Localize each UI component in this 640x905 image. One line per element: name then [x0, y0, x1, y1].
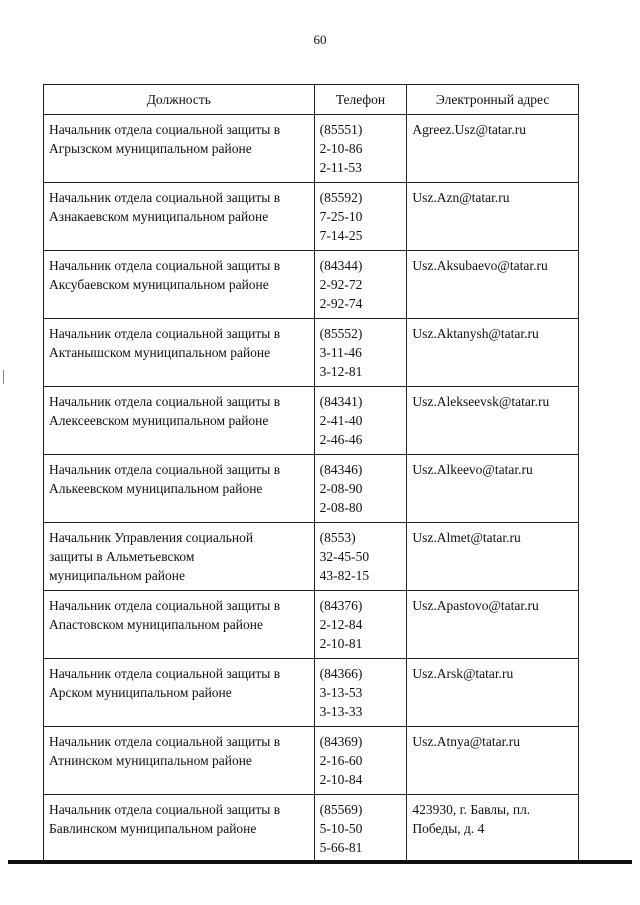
phone-line: (85592)	[319, 190, 363, 205]
email-line: Usz.Alekseevsk@tatar.ru	[412, 394, 550, 409]
position-line: Аксубаевском муниципальном районе	[49, 277, 269, 292]
cell-phone	[314, 387, 407, 455]
table-header-row	[44, 85, 579, 115]
phone-line: 7-14-25	[319, 228, 363, 243]
page-number: 60	[313, 32, 327, 47]
email-line: Usz.Alkeevo@tatar.ru	[412, 462, 533, 477]
email-line: Agreez.Usz@tatar.ru	[412, 122, 526, 137]
phone-line: (84376)	[319, 598, 363, 613]
phone-line: (85551)	[319, 122, 363, 137]
cell-position	[44, 319, 315, 387]
position-line: Алькеевском муниципальном районе	[49, 481, 263, 496]
cell-phone	[314, 251, 407, 319]
contacts-table	[43, 84, 579, 863]
phone-line: 2-10-81	[319, 636, 363, 651]
phone-line: (8553)	[319, 530, 356, 545]
phone-line: 3-12-81	[319, 364, 363, 379]
phone-line: (84369)	[319, 734, 363, 749]
email-line: Usz.Aktanysh@tatar.ru	[412, 326, 539, 341]
phone-line: 5-66-81	[319, 840, 363, 855]
position-line: Начальник отдела социальной защиты в	[49, 258, 281, 273]
cell-email	[407, 591, 579, 659]
position-line: Начальник Управления социальной	[49, 530, 254, 545]
position-line: Начальник отдела социальной защиты в	[49, 326, 281, 341]
position-line: Начальник отдела социальной защиты в	[49, 462, 281, 477]
position-line: Бавлинском муниципальном районе	[49, 821, 257, 836]
table-row	[44, 251, 579, 319]
position-line: Начальник отдела социальной защиты в	[49, 598, 281, 613]
phone-line: 2-10-86	[319, 141, 363, 156]
position-line: Начальник отдела социальной защиты в	[49, 666, 281, 681]
table-row	[44, 455, 579, 523]
table-row	[44, 727, 579, 795]
position-line: Актанышском муниципальном районе	[49, 345, 271, 360]
phone-line: 2-41-40	[319, 413, 363, 428]
table-row	[44, 387, 579, 455]
cell-email	[407, 183, 579, 251]
cell-position	[44, 795, 315, 863]
position-line: Атнинском муниципальном районе	[49, 753, 252, 768]
position-line: Алексеевском муниципальном районе	[49, 413, 269, 428]
phone-line: (85569)	[319, 802, 363, 817]
email-line: Usz.Atnya@tatar.ru	[412, 734, 520, 749]
phone-line: 2-08-80	[319, 500, 363, 515]
position-line: муниципальном районе	[49, 568, 185, 583]
cell-phone	[314, 795, 407, 863]
position-line: Начальник отдела социальной защиты в	[49, 394, 281, 409]
table-row	[44, 591, 579, 659]
table-row	[44, 523, 579, 591]
position-line: Арском муниципальном районе	[49, 685, 232, 700]
cell-email	[407, 387, 579, 455]
cell-position	[44, 183, 315, 251]
table-row	[44, 115, 579, 183]
phone-line: 2-16-60	[319, 753, 363, 768]
cell-email	[407, 659, 579, 727]
phone-line: (85552)	[319, 326, 363, 341]
cell-position	[44, 523, 315, 591]
phone-line: 3-13-33	[319, 704, 363, 719]
phone-line: (84366)	[319, 666, 363, 681]
cell-email	[407, 523, 579, 591]
phone-line: 3-11-46	[319, 345, 362, 360]
scan-bottom-bar	[8, 860, 632, 864]
cell-position	[44, 455, 315, 523]
cell-email	[407, 455, 579, 523]
table-row	[44, 319, 579, 387]
email-line: Usz.Azn@tatar.ru	[412, 190, 510, 205]
email-line: Usz.Arsk@tatar.ru	[412, 666, 514, 681]
phone-line: 2-11-53	[319, 160, 362, 175]
header-email: Электронный адрес	[407, 85, 579, 115]
cell-phone	[314, 727, 407, 795]
cell-position	[44, 251, 315, 319]
cell-phone	[314, 319, 407, 387]
position-line: защиты в Альметьевском	[49, 549, 195, 564]
cell-position	[44, 115, 315, 183]
cell-phone	[314, 659, 407, 727]
table-row	[44, 659, 579, 727]
phone-line: 2-08-90	[319, 481, 363, 496]
cell-email	[407, 727, 579, 795]
email-line: Победы, д. 4	[412, 821, 485, 836]
phone-line: 32-45-50	[319, 549, 370, 564]
cell-email	[407, 319, 579, 387]
email-line: Usz.Apastovo@tatar.ru	[412, 598, 539, 613]
cell-phone	[314, 591, 407, 659]
header-phone: Телефон	[314, 85, 407, 115]
phone-line: 2-46-46	[319, 432, 363, 447]
phone-line: (84344)	[319, 258, 363, 273]
position-line: Начальник отдела социальной защиты в	[49, 734, 281, 749]
table-row	[44, 183, 579, 251]
position-line: Агрызском муниципальном районе	[49, 141, 252, 156]
cell-phone	[314, 183, 407, 251]
cell-phone	[314, 523, 407, 591]
scan-margin-mark	[3, 370, 4, 384]
position-line: Начальник отдела социальной защиты в	[49, 190, 281, 205]
phone-line: 2-92-72	[319, 277, 363, 292]
cell-position	[44, 387, 315, 455]
email-line: Usz.Aksubaevo@tatar.ru	[412, 258, 548, 273]
cell-position	[44, 591, 315, 659]
email-line: Usz.Almet@tatar.ru	[412, 530, 521, 545]
position-line: Начальник отдела социальной защиты в	[49, 122, 281, 137]
table-row	[44, 795, 579, 863]
cell-email	[407, 251, 579, 319]
phone-line: (84346)	[319, 462, 363, 477]
cell-email	[407, 115, 579, 183]
cell-email	[407, 795, 579, 863]
phone-line: 2-92-74	[319, 296, 363, 311]
header-position: Должность	[44, 85, 315, 115]
phone-line: 3-13-53	[319, 685, 363, 700]
cell-position	[44, 659, 315, 727]
email-line: 423930, г. Бавлы, пл.	[412, 802, 531, 817]
phone-line: 2-12-84	[319, 617, 363, 632]
phone-line: 7-25-10	[319, 209, 363, 224]
cell-position	[44, 727, 315, 795]
phone-line: (84341)	[319, 394, 363, 409]
phone-line: 2-10-84	[319, 772, 363, 787]
phone-line: 43-82-15	[319, 568, 370, 583]
cell-phone	[314, 455, 407, 523]
cell-phone	[314, 115, 407, 183]
phone-line: 5-10-50	[319, 821, 363, 836]
position-line: Азнакаевском муниципальном районе	[49, 209, 269, 224]
position-line: Начальник отдела социальной защиты в	[49, 802, 281, 817]
table-body	[44, 115, 579, 863]
position-line: Апастовском муниципальном районе	[49, 617, 263, 632]
